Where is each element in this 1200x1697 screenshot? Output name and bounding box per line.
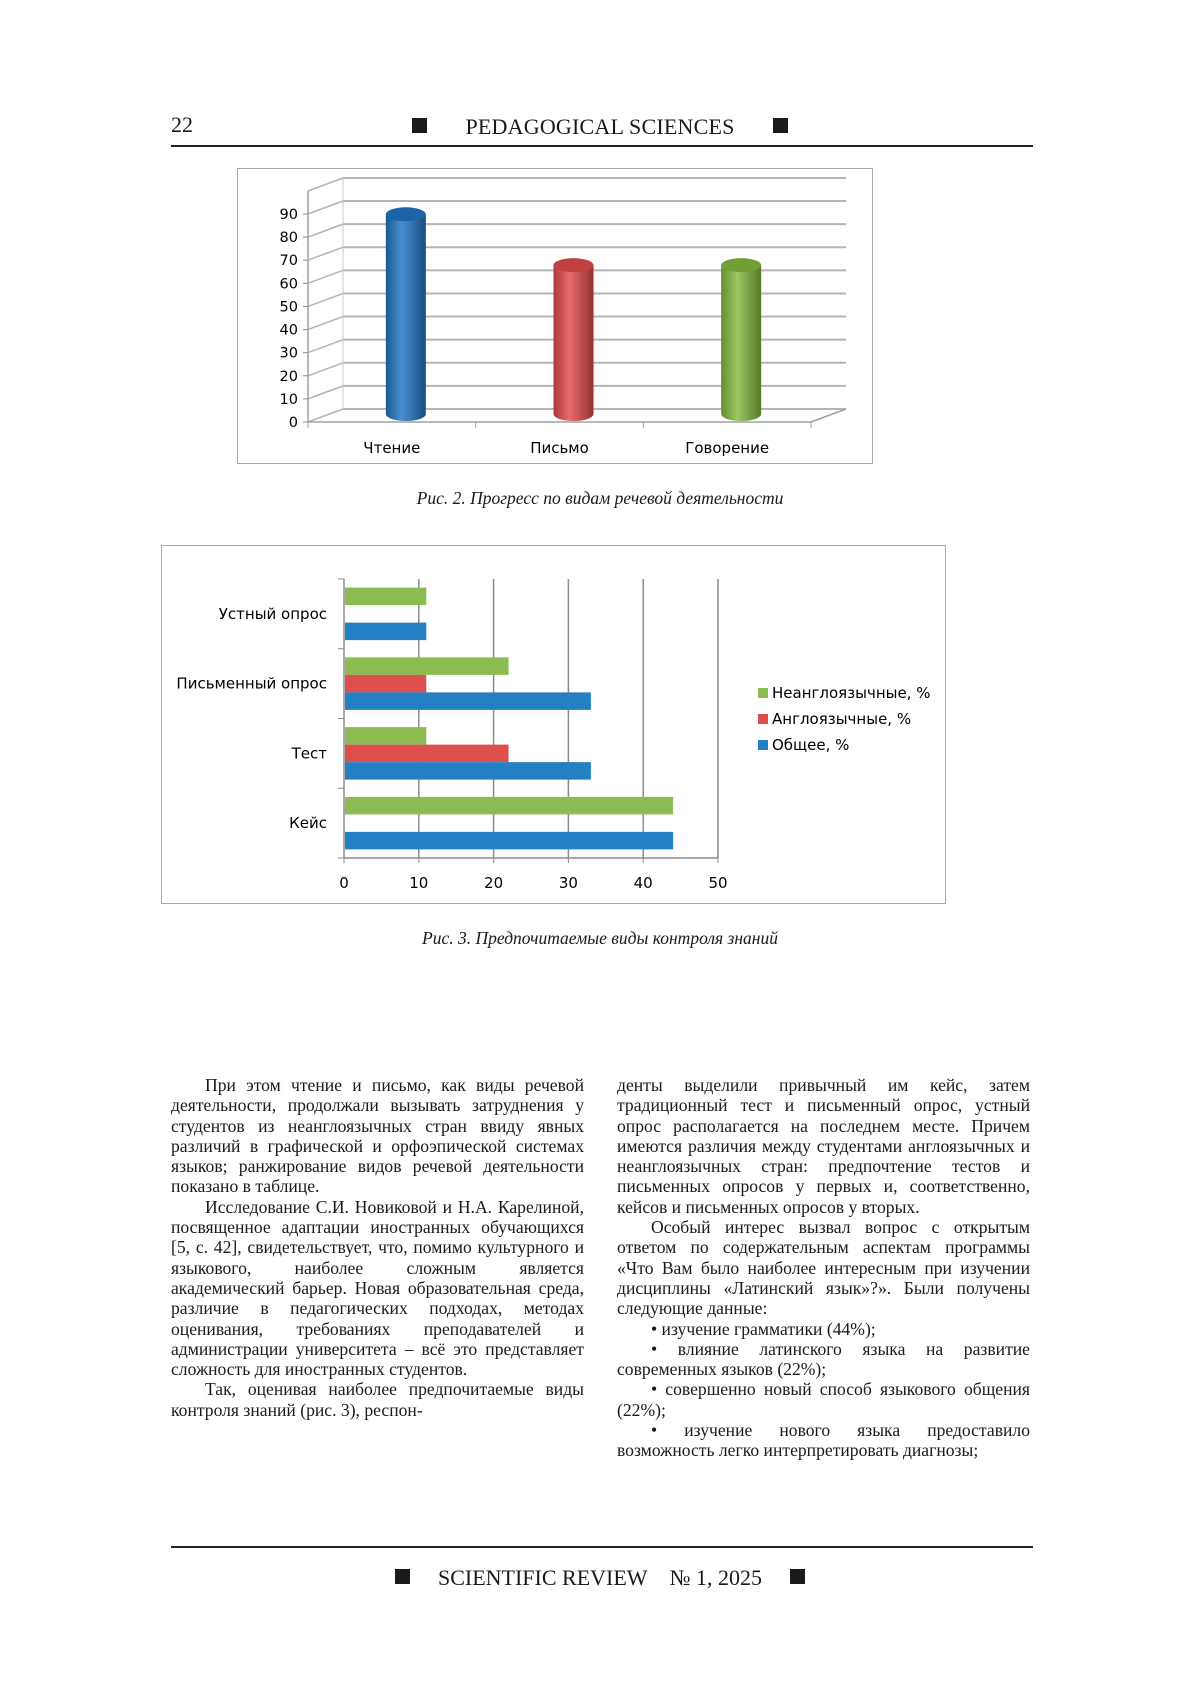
- running-header: [0, 114, 1200, 140]
- cylinder-top: [386, 207, 426, 221]
- cylinder-body: [386, 214, 426, 421]
- cylinder-bar: [721, 258, 761, 421]
- legend-label: Англоязычные, %: [772, 710, 912, 728]
- cylinder-bar: [554, 258, 594, 421]
- bar: [345, 762, 591, 780]
- legend-swatch: [758, 714, 768, 724]
- side-wall-gridline: [308, 386, 343, 399]
- figure-3-chart: [161, 545, 946, 904]
- y-tick-label: 70: [279, 253, 298, 270]
- legend-swatch: [758, 688, 768, 698]
- bullet-item: • изучение грамматики (44%);: [651, 1318, 876, 1339]
- control-preferences-chart-svg: [162, 546, 945, 903]
- bar: [345, 588, 426, 606]
- bar: [345, 623, 426, 641]
- section-title: PEDAGOGICAL SCIENCES: [465, 114, 735, 139]
- header-rule: [171, 145, 1033, 147]
- figure-2-caption: Рис. 2. Прогресс по видам речевой деятельности: [416, 488, 784, 508]
- y-category-label: Письменный опрос: [176, 674, 327, 693]
- issue-number: № 1, 2025: [669, 1565, 763, 1590]
- footer-rule: [171, 1546, 1033, 1548]
- cylinder-bar: [386, 207, 426, 421]
- x-tick-label: 50: [708, 874, 728, 892]
- side-wall-gridline: [308, 340, 343, 353]
- y-tick-label: 10: [279, 391, 298, 408]
- legend-label: Неанглоязычные, %: [772, 684, 931, 702]
- bar: [345, 745, 509, 763]
- progress-chart-svg: [238, 169, 872, 463]
- page-number: 22: [171, 112, 193, 137]
- x-category-label: Говорение: [685, 439, 770, 457]
- side-wall-gridline: [308, 409, 343, 422]
- bar: [345, 832, 673, 850]
- side-wall-gridline: [308, 363, 343, 376]
- legend-swatch: [758, 740, 768, 750]
- x-tick-label: 40: [633, 874, 653, 892]
- figure-2-chart: [237, 168, 873, 464]
- y-tick-label: 40: [279, 322, 298, 339]
- x-category-label: Чтение: [363, 439, 421, 457]
- cylinder-body: [721, 265, 761, 421]
- side-wall-gridline: [308, 270, 343, 283]
- legend-label: Общее, %: [772, 736, 850, 754]
- bullet-item: • влияние латинского языка на развитие современных языков (22%);: [617, 1338, 1030, 1380]
- y-tick-label: 0: [288, 415, 298, 431]
- side-wall-gridline: [308, 317, 343, 330]
- square-bullet-icon: [773, 118, 788, 133]
- y-category-label: Тест: [291, 744, 327, 763]
- square-bullet-icon: [790, 1569, 805, 1584]
- y-tick-label: 80: [279, 230, 298, 247]
- paragraph: При этом чтение и письмо, как виды речевой деятельности, продолжали вызывать затруднения у студентов из неанглоязычных стран ввиду явных различий в графической и орфоэпической системах языков; ранжирование видов речевой деятельности показано в таблице.: [171, 1075, 584, 1197]
- paragraph: Так, оценивая наиболее предпочитаемые виды контроля знаний (рис. 3), респон-: [171, 1379, 584, 1420]
- bullet-item: • изучение нового языка предоставило возможность легко интерпретировать диагнозы;: [617, 1420, 1030, 1461]
- y-tick-label: 60: [279, 276, 298, 293]
- bar: [345, 727, 426, 745]
- cylinder-top: [721, 258, 761, 272]
- y-tick-label: 20: [279, 368, 298, 385]
- floor-edge: [811, 409, 846, 422]
- side-wall-gridline: [308, 224, 343, 237]
- x-tick-label: 20: [484, 874, 504, 892]
- cylinder-top: [554, 258, 594, 272]
- bar: [345, 692, 591, 710]
- y-category-label: Устный опрос: [218, 604, 327, 623]
- square-bullet-icon: [412, 118, 427, 133]
- y-category-label: Кейс: [289, 814, 327, 833]
- side-wall-gridline: [308, 247, 343, 260]
- cylinder-body: [554, 265, 594, 421]
- y-tick-label: 30: [279, 345, 298, 362]
- x-tick-label: 0: [339, 874, 349, 892]
- bar: [345, 657, 509, 675]
- bar: [345, 797, 673, 815]
- side-wall-edge: [308, 178, 343, 191]
- journal-name: SCIENTIFIC REVIEW: [437, 1565, 648, 1590]
- x-tick-label: 10: [409, 874, 429, 892]
- x-tick-label: 30: [558, 874, 578, 892]
- side-wall-gridline: [308, 201, 343, 214]
- left-column: [171, 1075, 584, 1420]
- bar: [345, 675, 426, 693]
- side-wall-gridline: [308, 293, 343, 306]
- paragraph-continuation: денты выделили привычный им кейс, затем традиционный тест и письменный опрос, устный опрос располагается на последнем месте. Причем имеются различия между студентами англоязычных и неанглоязычных стран: предпочтение тестов и письменных опросов у первых и, соответственно, кейсов и письменных опросов у вторых.: [617, 1075, 1030, 1217]
- paragraph: Исследование С.И. Новиковой и Н.А. Карелиной, посвященное адаптации иностранных обучающихся [5, с. 42], свидетельствует, что, помимо культурного и языкового, наиболее сложным является академический барьер. Новая образовательная среда, различие в педагогических подходах, методах оценивания, требованиях преподавателей и администрации университета – всё это представляет сложность для иностранных студентов.: [171, 1196, 584, 1380]
- running-footer: [0, 1565, 1200, 1591]
- y-tick-label: 90: [279, 207, 298, 223]
- figure-3-caption: Рис. 3. Предпочитаемые виды контроля знаний: [422, 928, 778, 948]
- x-category-label: Письмо: [530, 439, 589, 457]
- y-tick-label: 50: [279, 299, 298, 316]
- square-bullet-icon: [395, 1569, 410, 1584]
- right-column: [617, 1075, 1030, 1461]
- bullet-item: • совершенно новый способ языкового общения (22%);: [617, 1379, 1030, 1420]
- paragraph: Особый интерес вызвал вопрос с открытым ответом по содержательным аспектам программы «Что Вам было наиболее интересным при изучении дисциплины «Латинский язык»?». Были получены следующие данные:: [617, 1217, 1030, 1319]
